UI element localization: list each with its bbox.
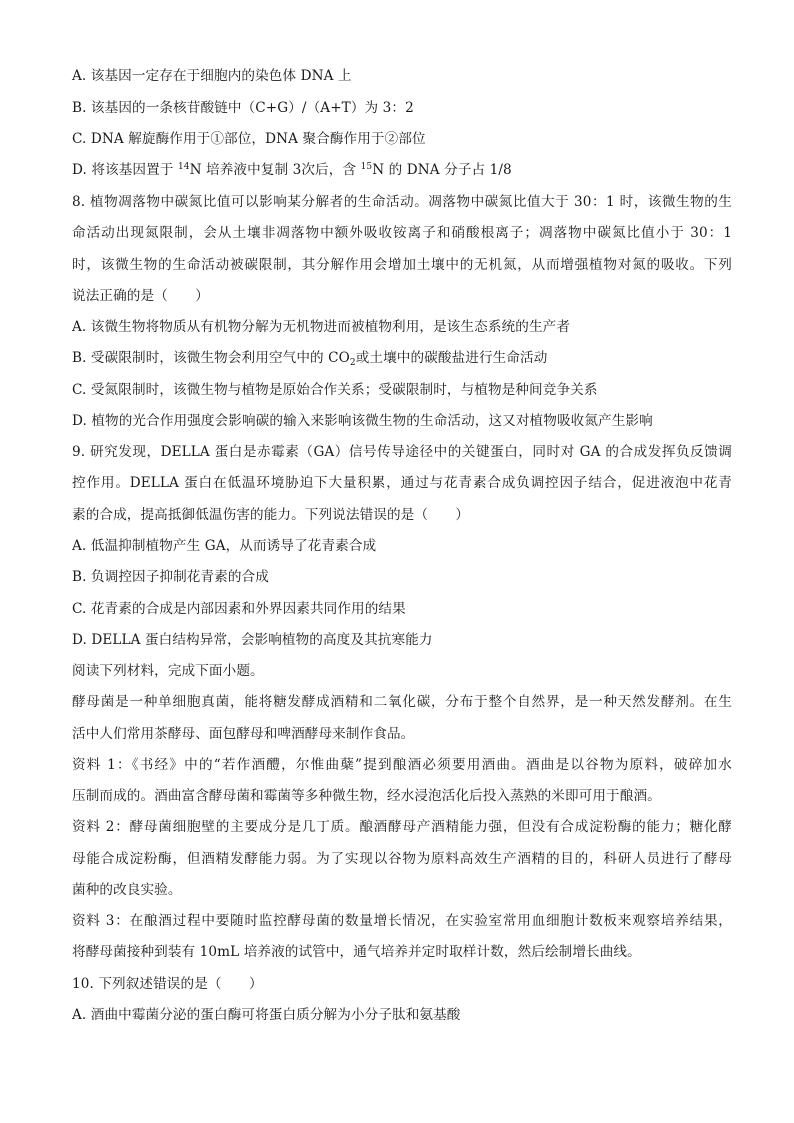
material-para0-line-2: 活中人们常用茶酵母、面包酵母和啤酒酵母来制作食品。: [72, 726, 415, 742]
material-para2-line-1: 资料 2：酵母菌细胞壁的主要成分是几丁质。酿酒酵母产酒精能力强，但没有合成淀粉酶的能力；糖化酵: [72, 819, 732, 835]
material-intro: 阅读下列材料，完成下面小题。: [72, 663, 264, 679]
material-para2-line-3: 菌种的改良实验。: [72, 882, 182, 898]
q7-d-isotope-15: 15: [360, 162, 373, 172]
q9-stem-line-3: 素的合成，提高抵御低温伤害的能力。下列说法错误的是（ ）: [72, 507, 470, 523]
q9-stem-line-2: 控作用。DELLA 蛋白在低温环境胁迫下大量积累，通过与花青素合成负调控因子结合，促进液泡中花青: [72, 475, 732, 491]
q9-option-d: D. DELLA 蛋白结构异常，会影响植物的高度及其抗寒能力: [72, 632, 433, 648]
q7-option-c: C. DNA 解旋酶作用于①部位，DNA 聚合酶作用于②部位: [72, 131, 426, 147]
material-para1-line-2: 压制而成的。酒曲富含酵母菌和霉菌等多种微生物，经水浸泡活化后投入蒸熟的米即可用于酿酒。: [72, 788, 661, 804]
q7-d-part1: D. 将该基因置于: [72, 162, 178, 178]
q8-b-subscript: 2: [349, 358, 356, 368]
q10-stem: 10. 下列叙述错误的是（ ）: [72, 976, 263, 992]
material-para1-line-1: 资料 1：《书经》中的“若作酒醴，尔惟曲蘖”提到酿酒必须要用酒曲。酒曲是以谷物为原料，破碎加水: [72, 757, 732, 773]
q9-option-b: B. 负调控因子抑制花青素的合成: [72, 569, 269, 585]
q8-stem-line-3: 时，该微生物的生命活动被碳限制，其分解作用会增加土壤中的无机氮，从而增强植物对氮的吸收。下列: [72, 257, 732, 273]
q8-option-a: A. 该微生物将物质从有机物分解为无机物进而被植物利用，是该生态系统的生产者: [72, 319, 571, 335]
material-para0-line-1: 酵母菌是一种单细胞真菌，能将糖发酵成酒精和二氧化碳，分布于整个自然界，是一种天然发酵剂。在生: [72, 694, 732, 710]
q8-option-b: [72, 349, 732, 367]
material-para2-line-2: 母能合成淀粉酶，但酒精发酵能力弱。为了实现以谷物为原料高效生产酒精的目的，科研人员进行了酵母: [72, 851, 732, 867]
q7-option-a: A. 该基因一定存在于细胞内的染色体 DNA 上: [72, 68, 352, 84]
q8-b-part2: 或土壤中的碳酸盐进行生命活动: [355, 350, 548, 366]
q8-option-c: C. 受氮限制时，该微生物与植物是原始合作关系；受碳限制时，与植物是种间竞争关系: [72, 382, 598, 398]
q7-option-b: B. 该基因的一条核苷酸链中（C+G）/（A+T）为 3：2: [72, 100, 414, 116]
q7-option-d: [72, 161, 732, 179]
q9-option-a: A. 低温抑制植物产生 GA，从而诱导了花青素合成: [72, 538, 377, 554]
q10-option-a: A. 酒曲中霉菌分泌的蛋白酶可将蛋白质分解为小分子肽和氨基酸: [72, 1007, 461, 1023]
q8-option-d: D. 植物的光合作用强度会影响碳的输入来影响该微生物的生命活动，这又对植物吸收氮产生影响: [72, 413, 653, 429]
q8-stem-line-4: 说法正确的是（ ）: [72, 288, 209, 304]
q7-d-part3: N 的 DNA 分子占 1/8: [372, 162, 512, 178]
q7-d-part2: N 培养液中复制 3次后，含: [189, 162, 361, 178]
material-para3-line-1: 资料 3：在酿酒过程中要随时监控酵母菌的数量增长情况，在实验室常用血细胞计数板来观察培养结果，: [72, 913, 732, 929]
q9-option-c: C. 花青素的合成是内部因素和外界因素共同作用的结果: [72, 601, 406, 617]
material-para3-line-2: 将酵母菌接种到装有 10mL 培养液的试管中，通气培养并定时取样计数，然后绘制增长曲线。: [72, 944, 641, 960]
q8-stem-line-1: 8. 植物凋落物中碳氮比值可以影响某分解者的生命活动。凋落物中碳氮比值大于 30：1 时，该微生物的生: [72, 194, 732, 210]
q7-d-isotope-14: 14: [177, 162, 190, 172]
q8-b-part1: B. 受碳限制时，该微生物会利用空气中的 CO: [72, 350, 350, 366]
q9-stem-line-1: 9. 研究发现，DELLA 蛋白是赤霉素（GA）信号传导途径中的关键蛋白，同时对 GA 的合成发挥负反馈调: [72, 444, 732, 460]
q8-stem-line-2: 命活动出现氮限制，会从土壤非凋落物中额外吸收铵离子和硝酸根离子；凋落物中碳氮比值小于 30：1: [72, 225, 732, 241]
